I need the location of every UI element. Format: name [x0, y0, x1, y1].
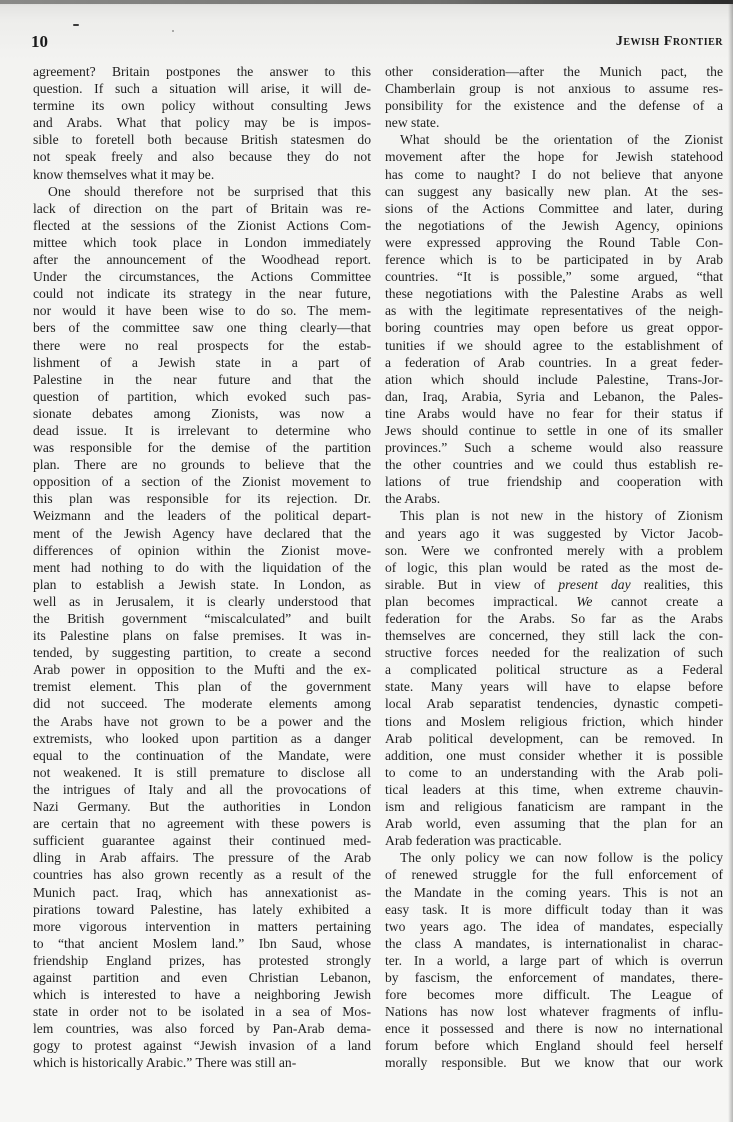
text-line: plan becomes impractical. We cannot create a [385, 593, 723, 609]
paragraph [385, 507, 723, 849]
text-line: ponsibility for the existence and the defense of a [385, 98, 723, 114]
text-line: ference which is to be participated in by Arab [385, 252, 723, 268]
scan-speck [73, 24, 79, 26]
text-line: provinces.” Such a scheme would also reassure [385, 440, 723, 456]
text-line: ation which should include Palestine, Trans-Jor- [385, 371, 723, 387]
text-line: Arab political development, can be removed. In [385, 730, 723, 746]
text-line: ment had nothing to do with the liquidation of the [33, 559, 371, 575]
text-line: pirations toward Palestine, has lately exhibited a [33, 901, 371, 917]
text-line: not speak freely and also because they do not [33, 149, 371, 165]
text-line: easy task. It is more difficult today than it was [385, 901, 723, 917]
text-line: and Arabs. What that policy may be is impos- [33, 115, 371, 131]
text-line: flected at the sessions of the Zionist Actions Com- [33, 217, 371, 233]
text-line: of logic, this plan would be rated as the most de- [385, 559, 723, 575]
text-line: fore becomes more difficult. The League of [385, 987, 723, 1003]
text-line: its Palestine plans on false premises. It was in- [33, 628, 371, 644]
text-line: the Mandate in the coming years. This is not an [385, 884, 723, 900]
text-line: the Arabs have not grown to be a power and the [33, 713, 371, 729]
text-line: there were no real prospects for the estab- [33, 337, 371, 353]
text-line: Arab power in opposition to the Mufti and the ex- [33, 662, 371, 678]
text-line: against partition and even Christian Lebanon, [33, 969, 371, 985]
paragraph [385, 63, 723, 131]
text-line: state in order not to be isolated in a sea of Mos- [33, 1004, 371, 1020]
text-line: addition, one must consider whether it is possible [385, 747, 723, 763]
text-line: this plan was responsible for its rejection. Dr. [33, 491, 371, 507]
text-line: to come to an understanding with the Arab poli- [385, 764, 723, 780]
text-line: sirable. But in view of present day realities, this [385, 576, 723, 592]
journal-title: Jewish Frontier [615, 34, 723, 49]
text-line: the Arabs. [385, 491, 441, 507]
text-line: gogy to protest against “Jewish invasion of a land [33, 1038, 371, 1054]
text-line: sionate debates among Zionists, was now a [33, 405, 371, 421]
left-column [33, 63, 371, 1072]
text-line: ism and religious fanaticism are rampant in the [385, 799, 723, 815]
text-line: which is interested to have a neighboring Jewish [33, 987, 371, 1003]
text-line: local Arab separatist tendencies, dynastic competi- [385, 696, 723, 712]
text-line: countries. “It is possible,” some argued, “that [385, 269, 723, 285]
italic-text: present day [558, 576, 631, 592]
text-line: Jews should continue to settle in one of its smaller [385, 422, 723, 438]
text-line: as with the legitimate representatives of the neigh- [385, 303, 723, 319]
text-line: Weizmann and the leaders of the political depart- [33, 508, 371, 524]
text-line: lations of true friendship and cooperation with [385, 474, 723, 490]
page-top-edge [0, 0, 733, 4]
text-line: Arab world, even assuming that the plan for an [385, 816, 723, 832]
text-line: Munich pact. Iraq, which has annexationist as- [33, 884, 371, 900]
text-line: plan to establish a Jewish state. In London, as [33, 576, 371, 592]
text-line: a federation of Arab countries. In a great feder- [385, 354, 723, 370]
text-line: lem countries, was also forced by Pan-Arab dema- [33, 1021, 371, 1037]
paragraph [385, 849, 723, 1071]
text-line: ter. In a world, a large part of which is overrun [385, 952, 723, 968]
page-right-edge-shadow [728, 0, 733, 1122]
text-line: son. Were we confronted merely with a problem [385, 542, 723, 558]
text-line: ence it possessed and there is now no international [385, 1021, 723, 1037]
text-line: morally responsible. But we know that our work [385, 1055, 723, 1071]
text-line: The only policy we can now follow is the policy [400, 850, 723, 866]
text-line: Arab federation was practicable. [385, 833, 562, 849]
text-line: Palestine in the near future and that the [33, 371, 371, 387]
text-line: ment of the Jewish Agency have declared that the [33, 525, 371, 541]
text-line: What should be the orientation of the Zionist [400, 132, 723, 148]
text-line: Under the circumstances, the Actions Committee [33, 269, 371, 285]
text-line: the British government “miscalculated” and built [33, 611, 371, 626]
text-line: these negotiations with the Palestine Arabs as well [385, 286, 723, 302]
text-line: two years ago. The idea of mandates, especially [385, 918, 723, 934]
text-line: sible to foretell both because British statesmen do [33, 132, 371, 148]
text-line: dead issue. It is irrelevant to determine who [33, 422, 371, 438]
text-line: Nazi Germany. But the authorities in London [33, 799, 371, 815]
text-line: bers of the committee saw one thing clearly—that [33, 320, 371, 336]
text-line: Nations has now lost whatever fragments of influ- [385, 1004, 723, 1020]
text-line: was responsible for the demise of the partition [33, 440, 371, 456]
text-line: agreement? Britain postpones the answer to this [33, 64, 371, 79]
text-line: structive forces needed for the realization of such [385, 645, 723, 661]
text-line: more vigorous intervention in matters pertaining [33, 918, 371, 934]
text-line: question of partition, which evoked such pas- [33, 388, 371, 404]
text-line: lishment of a Jewish state in a part of [33, 354, 371, 370]
text-line: and years ago it was suggested by Victor Jacob- [385, 525, 723, 541]
text-line: themselves are concerned, they still lack the con- [385, 628, 723, 644]
text-line: differences of opinion within the Zionist move- [33, 542, 371, 558]
text-line: can suggest any basically new plan. At the ses- [385, 183, 723, 199]
text-line: of renewed struggle for the full enforcement of [385, 867, 723, 883]
paragraph [33, 183, 371, 1072]
text-line: extremists, who looked upon partition as a danger [33, 730, 371, 746]
paragraph [385, 131, 723, 507]
paragraph [33, 63, 371, 183]
text-line: Chamberlain group is not anxious to assume res- [385, 81, 723, 97]
running-head [31, 32, 723, 54]
text-line: federation for the Arabs. So far as the Arabs [385, 611, 723, 626]
text-line: One should therefore not be surprised that this [48, 183, 371, 199]
text-line: dan, Iraq, Arabia, Syria and Lebanon, the Pales- [385, 388, 723, 404]
text-line: This plan is not new in the history of Zionism [400, 508, 723, 524]
text-line: equal to the continuation of the Mandate, were [33, 747, 371, 763]
text-line: friendship England prizes, has protested strongly [33, 952, 371, 968]
page-number: 10 [31, 32, 48, 51]
text-line: sions of the Actions Committee and later, during [385, 200, 723, 216]
text-line: did not succeed. The moderate elements among [33, 696, 371, 712]
text-line: tended, by suggesting partition, to create a second [33, 645, 371, 661]
text-line: nor would it have been wise to do so. The mem- [33, 303, 371, 319]
text-line: not weakened. It is still premature to disclose all [33, 764, 371, 780]
text-line: tremist element. This plan of the government [33, 679, 371, 695]
text-line: tical leaders at this time, when extreme chauvin- [385, 781, 723, 797]
text-line: which is historically Arabic.” There was still an- [33, 1055, 297, 1071]
text-line: opposition of a section of the Zionist movement to [33, 474, 371, 490]
text-line: state. Many years will have to elapse before [385, 679, 723, 695]
text-line: were expressed approving the Round Table Con- [385, 234, 723, 250]
text-line: tions and Moslem religious friction, which hinder [385, 713, 723, 729]
text-line: could not indicate its strategy in the near future, [33, 286, 371, 302]
text-line: tunities if we should agree to the establishment of [385, 337, 723, 353]
text-line: new state. [385, 115, 440, 131]
text-line: other consideration—after the Munich pact, the [385, 64, 723, 79]
text-line: to “that ancient Moslem land.” Ibn Saud, whose [33, 935, 371, 951]
text-line: forum before which England should feel herself [385, 1038, 723, 1054]
text-line: are certain that no agreement with these powers is [33, 816, 371, 832]
text-line: termine its own policy without consulting Jews [33, 98, 371, 114]
text-line: by fascism, the enforcement of mandates, there- [385, 969, 723, 985]
text-line: well as in Jerusalem, it is clearly understood that [33, 593, 371, 609]
text-line: lack of direction on the part of Britain was re- [33, 200, 371, 216]
text-line: plan. There are no grounds to believe that the [33, 457, 371, 473]
text-line: the intrigues of Italy and all the provocations of [33, 781, 371, 797]
right-column [385, 63, 723, 1072]
italic-text: We [576, 593, 593, 609]
text-line: question. If such a situation will arise, it will de- [33, 81, 371, 97]
text-line: the class A mandates, is internationalist in charac- [385, 935, 723, 951]
article-body [33, 63, 723, 1072]
text-line: movement after the hope for Jewish statehood [385, 149, 723, 165]
text-line: has come to naught? I do not believe that anyone [385, 166, 723, 182]
text-line: a complicated political structure as a Federal [385, 662, 723, 678]
text-line: sufficient guarantee against their continued med- [33, 833, 371, 849]
text-line: dling in Arab affairs. The pressure of the Arab [33, 850, 371, 866]
text-line: tine Arabs would have no fear for their status if [385, 405, 723, 421]
text-line: after the announcement of the Woodhead report. [33, 252, 371, 268]
text-line: know themselves what it may be. [33, 166, 215, 182]
text-line: countries has also grown recently as a result of the [33, 867, 371, 883]
text-line: the other countries and we could thus establish re- [385, 457, 723, 473]
text-line: boring countries may open before us great oppor- [385, 320, 723, 336]
text-line: mittee which took place in London immediately [33, 234, 371, 250]
text-line: the negotiations of the Jewish Agency, opinions [385, 217, 723, 233]
